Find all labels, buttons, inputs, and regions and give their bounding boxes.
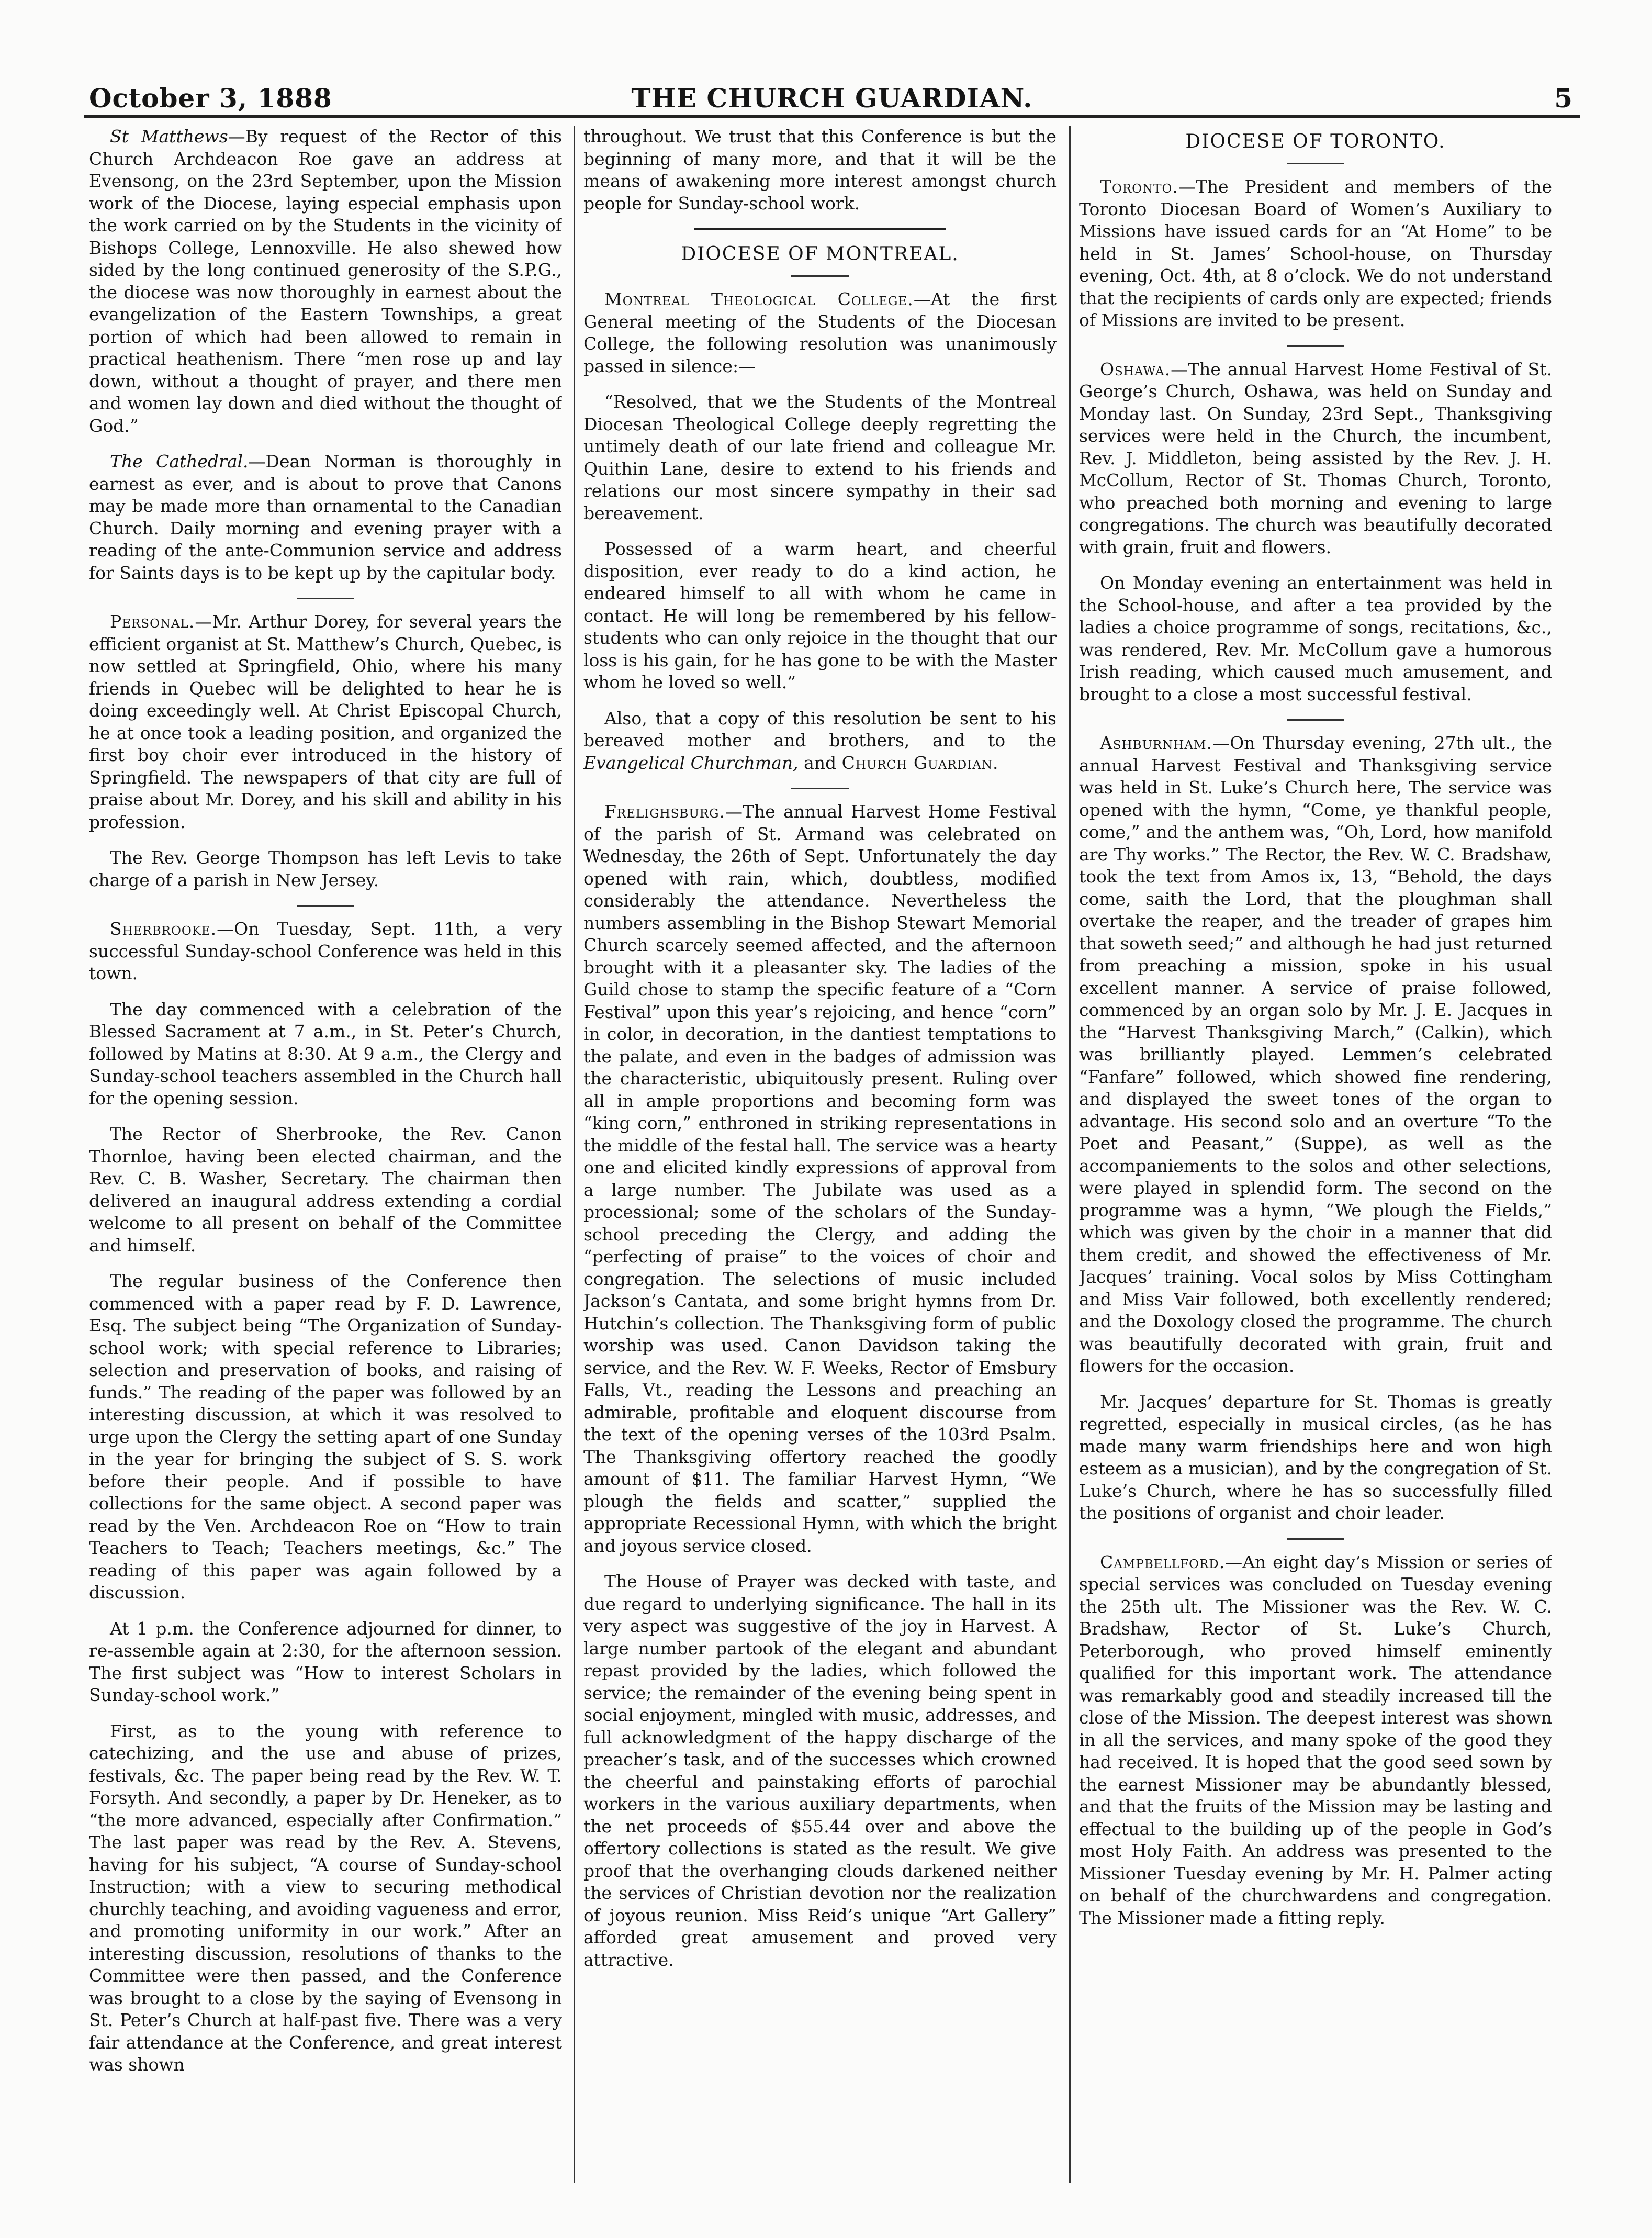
- section-heading-toronto: DIOCESE OF TORONTO.: [1185, 131, 1446, 152]
- column-2: [583, 126, 1057, 2183]
- section-separator: [791, 788, 849, 789]
- section-heading-montreal: DIOCESE OF MONTREAL.: [681, 243, 959, 265]
- section-rule: [694, 228, 946, 230]
- article-paragraph: The day commenced with a celebration of the Blessed Sacrament at 7 a.m., in St. Peter’s Church, followed by Matins at 8:30. At 9 a.m., the Clergy and Sunday-school teachers assembled in the Church hall for the opening session.: [89, 999, 562, 1109]
- article-body: —An eight day’s Mission or series of special services was concluded on Tuesday evening the 25th ult. The Missioner was the Rev. W. C. Bradshaw, Rector of St. Luke’s Church, Peterborough, who proved himself eminently qualified for this important work. The attendance was remarkably good and steadily increased till the close of the Mission. The deepest interest was shown in all the services, and many spoke of the good they had received. It is hoped that the good seed sown by the earnest Missioner may be abundantly blessed, and that the fruits of the Mission may be lasting and effectual to the building up of the people in God’s most Holy Faith. An address was presented to the Missioner Tuesday evening by Mr. H. Palmer acting on behalf of the churchwardens and congregation. The Missioner made a fitting reply.: [1079, 1551, 1552, 1928]
- section-separator: [1287, 719, 1344, 721]
- section-separator: [1287, 163, 1344, 164]
- article-body: —The annual Harvest Home Festival of St. George’s Church, Oshawa, was held on Sunday and Monday last. On Sunday, 23rd Sept., Thanksgiving services were held in the Church, the incumbent, Rev. J. Middleton, being assisted by the Rev. J. H. McCollum, Rector of St. Thomas Church, Toronto, who preached both morning and evening to large congregations. The church was beautifully decorated with grain, fruit and flowers.: [1079, 359, 1552, 557]
- publication-name: Evangelical Churchman,: [583, 752, 799, 773]
- column-divider: [574, 126, 575, 2183]
- article-paragraph: First, as to the young with reference to catechizing, and the use and abuse of prizes, festivals, &c. The paper being read by the Rev. W. T. Forsyth. And secondly, a paper by Dr. Heneker, as to “the more advanced, especially after Confirmation.” The last paper was read by the Rev. A. Stevens, having for his subject, “A course of Sunday-school Instruction; with a view to securing methodical churchly teaching, and avoiding vagueness and error, and promoting uniformity in our work.” After an interesting discussion, resolutions of thanks to the Committee were then passed, and the Conference was brought to a close by the saying of Evensong in St. Peter’s Church at half-past five. There was a very fair attendance at the Conference, and great interest was shown: [89, 1720, 562, 2075]
- article-lead: Oshawa.: [1100, 359, 1171, 379]
- article-paragraph: The House of Prayer was decked with taste, and due regard to underlying significance. The hall in its very aspect was suggestive of the joy in Harvest. A large number partook of the elegant and abundant repast provided by the ladies, which followed the service; the remainder of the evening being spent in social enjoyment, mingled with music, addresses, and full acknowledgment of the happy discharge of the preacher’s task, and of the successes which crowned the cheerful and painstaking efforts of parochial workers in the various auxiliary departments, when the net proceeds of $55.44 over and above the offertory collections is stated as the result. We give proof that the overhanging clouds darkened neither the services of Christian devotion nor the realization of joyous reunion. Miss Reid’s unique “Art Gallery” afforded great amusement and proved very attractive.: [583, 1571, 1057, 1970]
- article-lead: St Matthews: [110, 126, 228, 147]
- article-toronto: [1079, 176, 1552, 332]
- article-paragraph: At 1 p.m. the Conference adjourned for dinner, to re-assemble again at 2:30, for the afternoon session. The first subject was “How to interest Scholars in Sunday-school work.”: [89, 1618, 562, 1705]
- article-body: and: [804, 752, 837, 773]
- article-body: —Dean Norman is thoroughly in earnest as ever, and is about to prove that Canons may be made more than ornamental to the Canadian Church. Daily morning and evening prayer with a reading of the ante-Communion service and address for Saints days is to be kept up by the capitular body.: [89, 451, 562, 583]
- article-paragraph: The Rector of Sherbrooke, the Rev. Canon Thornloe, having been elected chairman, and the Rev. C. B. Washer, Secretary. The chairman then delivered an inaugural address extending a cordial welcome to all present on behalf of the Committee and himself.: [89, 1124, 562, 1256]
- article-personal: [89, 611, 562, 833]
- article-body: —By request of the Rector of this Church Archdeacon Roe gave an address at Evensong, on the 23rd September, upon the Mission work of the Diocese, laying especial emphasis upon the work carried on by the Students in the vicinity of Bishops College, Lennoxville. He also shewed how sided by the long continued generosity of the S.P.G., the diocese was now thoroughly in earnest about the evangelization of the Eastern Townships, a great portion of which had been allowed to remain in practical heathenism. There “men rose up and lay down, without a thought of prayer, and there men and women lay down and died without the thought of God.”: [89, 126, 562, 436]
- article-ashburnham: [1079, 732, 1552, 1378]
- section-separator: [297, 905, 354, 907]
- article-paragraph: Possessed of a warm heart, and cheerful disposition, ever ready to do a kind action, he endeared himself to all with whom he came in contact. He will long be remembered by his fellow-students who can only rejoice in the thought that our loss is his gain, for he has gone to be with the Master whom he loved so well.”: [583, 539, 1057, 692]
- article-paragraph: throughout. We trust that this Conference is but the beginning of many more, and that it will be the means of awakening more interest amongst church people for Sunday-school work.: [583, 126, 1057, 214]
- article-body: —The annual Harvest Home Festival of the parish of St. Armand was celebrated on Wednesday, the 26th of Sept. Unfortunately the day opened with rain, which, doubtless, modified considerably the attendance. Nevertheless the numbers assembling in the Bishop Stewart Memorial Church scarcely seemed affected, and the afternoon brought with it a pleasanter sky. The ladies of the Guild chose to stamp the specific feature of a “Corn Festival” upon this year’s rejoicing, and hence “corn” in color, in decoration, in the dantiest temptations to the palate, and even in the badges of admission was the characteristic, ubiquitously present. Ruling over all in ample proportions and becoming form was “king corn,” enthroned in striking representations in the middle of the festal hall. The service was a hearty one and elicited kindly expressions of approval from a large number. The Jubilate was used as a processional; some of the scholars of the Sunday-school preceding the Clergy, and adding the “perfecting of praise” to the voices of choir and congregation. The selections of music included Jackson’s Cantata, and some bright hymns from Dr. Hutchin’s collection. The Thanksgiving form of public worship was used. Canon Davidson taking the service, and the Rev. W. F. Weeks, Rector of Emsbury Falls, Vt., reading the Lessons and preaching an admirable, profitable and eloquent discourse from the text of the opening verses of the 103rd Psalm. The Thanksgiving offertory reached the goodly amount of $11. The familiar Harvest Hymn, “We plough the fields and scatter,” supplied the appropriate Recessional Hymn, with which the bright and joyous service closed.: [583, 801, 1057, 1556]
- article-body: —At the first General meeting of the Students of the Diocesan College, the following resolution was unanimously passed in silence:—: [583, 289, 1057, 376]
- masthead: [84, 79, 1580, 118]
- column-3: [1079, 126, 1552, 2183]
- publication-name: Church Guardian.: [841, 752, 999, 773]
- section-separator: [1287, 345, 1344, 347]
- article-lead: The Cathedral.: [110, 451, 249, 472]
- article-body: —On Tuesday, Sept. 11th, a very successful Sunday-school Conference was held in this town.: [89, 919, 562, 983]
- article-lead: Montreal Theological College.: [604, 289, 914, 309]
- article-resolution-copy: [583, 708, 1057, 775]
- article-st-matthews: [89, 126, 562, 437]
- article-lead: Toronto.: [1100, 176, 1178, 197]
- article-lead: Ashburnham.: [1100, 733, 1213, 753]
- article-lead: Campbellford.: [1100, 1551, 1226, 1572]
- article-body: Also, that a copy of this resolution be sent to his bereaved mother and brothers, and to the: [583, 708, 1057, 751]
- article-paragraph: Mr. Jacques’ departure for St. Thomas is greatly regretted, especially in musical circles, (as he has made many warm friendships here and won high esteem as a musician), and by the congregation of St. Luke’s Church, where he has so successfully filled the positions of organist and choir leader.: [1079, 1391, 1552, 1523]
- article-lead: Sherbrooke.: [110, 919, 217, 939]
- column-divider: [1069, 126, 1071, 2183]
- newspaper-title: THE CHURCH GUARDIAN.: [631, 83, 1033, 114]
- article-paragraph: The regular business of the Conference then commenced with a paper read by F. D. Lawrence, Esq. The subject being “The Organization of Sunday-school work; with special reference to Libraries; selection and preservation of books, and raising of funds.” The reading of the paper was followed by an interesting discussion, at which it was resolved to urge upon the Clergy the setting apart of one Sunday in the year for bringing the subject of S. S. work before their people. And if possible to have collections for the same object. A second paper was read by the Ven. Archdeacon Roe on “How to train Teachers to Teach; Teachers meetings, &c.” The reading of this paper was again followed by a discussion.: [89, 1271, 562, 1603]
- article-paragraph: On Monday evening an entertainment was held in the School-house, and after a tea provided by the ladies a choice programme of songs, recitations, &c., was rendered, Rev. Mr. McCollum gave a humorous Irish reading, which caused much amusement, and brought to a close a most successful festival.: [1079, 573, 1552, 704]
- article-cathedral: [89, 451, 562, 584]
- section-separator: [791, 275, 849, 277]
- page-number: 5: [1554, 83, 1573, 114]
- article-frelighsburg: [583, 801, 1057, 1557]
- article-paragraph: “Resolved, that we the Students of the Montreal Diocesan Theological College deeply regretting the untimely death of our late friend and colleague Mr. Quithin Lane, desire to extend to his friends and relations our most sincere sympathy in their sad bereavement.: [583, 391, 1057, 523]
- article-body: —On Thursday evening, 27th ult., the annual Harvest Festival and Thanksgiving service was held in St. Luke’s Church here, The service was opened with the hymn, “Come, ye thankful people, come,” and the anthem was, “Oh, Lord, how manifold are Thy works.” The Rector, the Rev. W. C. Bradshaw, took the text from Amos ix, 13, “Behold, the days come, saith the Lord, that the ploughman shall overtake the reaper, and the treader of grapes him that soweth seed;” and although he had just returned from preaching a mission, spoke in his usual excellent manner. A service of praise followed, commenced by an organ solo by Mr. J. E. Jacques in the “Harvest Thanksgiving March,” (Calkin), which was brilliantly played. Lemmen’s celebrated “Fanfare” followed, which showed fine rendering, and displayed the sweet tones of the organ to advantage. His second solo and an overture “To the Poet and Peasant,” (Suppe), as well as the accompaniements to the solos and other selections, were played in splendid form. The second on the programme was a hymn, “We plough the Fields,” which was given by the choir in a manner that did them credit, and showed the effectiveness of Mr. Jacques’ training. Vocal solos by Miss Cottingham and Miss Vair followed, both excellently rendered; and the Doxology closed the programme. The church was beautifully decorated with grain, fruit and flowers for the occasion.: [1079, 733, 1552, 1376]
- article-paragraph: The Rev. George Thompson has left Levis to take charge of a parish in New Jersey.: [89, 847, 562, 890]
- section-separator: [297, 598, 354, 599]
- article-campbellford: [1079, 1551, 1552, 1930]
- article-body: —Mr. Arthur Dorey, for several years the efficient organist at St. Matthew’s Church, Quebec, is now settled at Springfield, Ohio, where his many friends in Quebec will be delighted to hear he is doing exceedingly well. At Christ Episcopal Church, he at once took a leading position, and organized the first boy choir ever introduced in the history of Springfield. The newspapers of that city are full of praise about Mr. Dorey, and his skill and ability in his profession.: [89, 611, 562, 832]
- column-1: [89, 126, 562, 2183]
- article-lead: Frelighsburg.: [604, 801, 726, 822]
- article-body: —The President and members of the Toronto Diocesan Board of Women’s Auxiliary to Missions have issued cards for an “At Home” to be held in St. James’ School-house, on Thursday evening, Oct. 4th, at 8 o’clock. We do not understand that the recipients of cards only are expected; friends of Missions are invited to be present.: [1079, 176, 1552, 330]
- article-montreal-college: [583, 288, 1057, 377]
- issue-date: October 3, 1888: [89, 83, 332, 114]
- article-lead: Personal.: [110, 611, 195, 632]
- section-separator: [1287, 1538, 1344, 1540]
- article-oshawa: [1079, 359, 1552, 559]
- article-sherbrooke: [89, 918, 562, 985]
